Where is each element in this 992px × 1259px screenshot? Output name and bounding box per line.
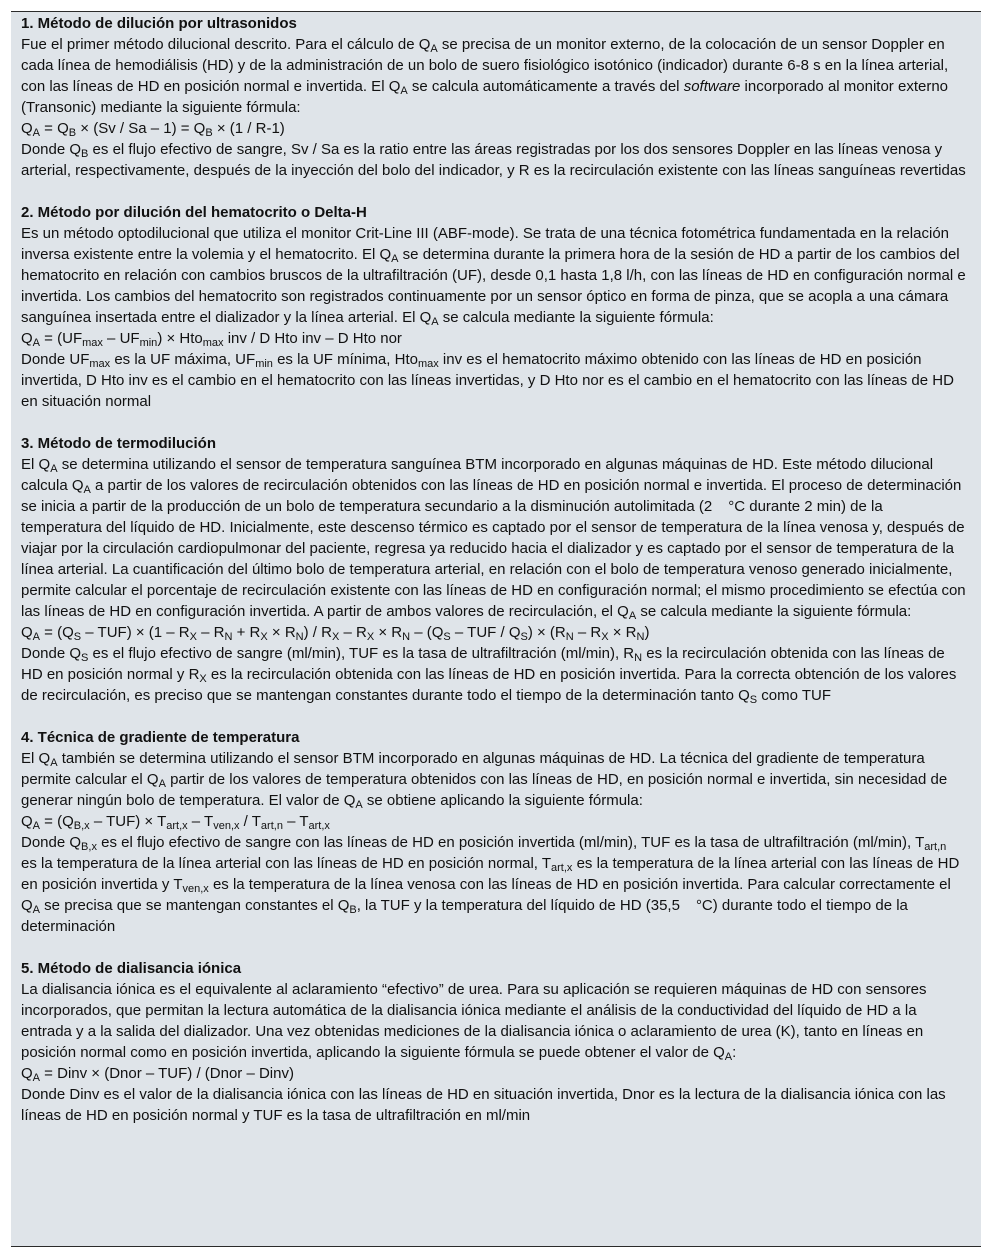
- section-intro: [21, 748, 966, 811]
- text-run: × (1 / R-1): [212, 120, 285, 137]
- methods-table: [11, 11, 981, 1247]
- text-run: ): [644, 624, 650, 641]
- text-run: incorporado al monitor externo (Transonic) mediante la siguiente fórmula:: [21, 78, 949, 116]
- text-run: – TUF) × T: [89, 813, 167, 830]
- subscript: B: [349, 904, 357, 916]
- subscript: A: [391, 253, 399, 265]
- text-run: es el flujo efectivo de sangre, Sv / Sa es la ratio entre las áreas registradas por los dos sensores Doppler en las líneas venosa y arterial, respectivamente, después de la inyección del bolo del indicador, y R es la recirculación existente con las líneas sanguíneas revertidas: [21, 141, 966, 179]
- text-run: :: [732, 1044, 737, 1061]
- text-run: es el flujo efectivo de sangre con las líneas de HD en posición invertida (ml/min), TUF es la tasa de ultrafiltración (ml/min), T: [96, 834, 925, 851]
- subscript: A: [158, 778, 166, 790]
- text-run: × R: [267, 624, 296, 641]
- text-run: ) × (R: [527, 624, 566, 641]
- text-run: °C durante 2 min) de la temperatura del líquido de HD. Inicialmente, este descenso térmico es captado por el sensor de temperatura de la línea venosa y, después de viajar por la circulación cardiopulmonar del paciente, regresa ya reducido hacia el dializador y es captado por el sensor de temperatura de la línea arterial. La cuantificación del último bolo de temperatura arterial, en relación con el bolo de temperatura venoso generado inicialmente, permite calcular el porcentaje de recirculación existente con las líneas de HD en configuración normal; el mismo procedimiento se efectúa con las líneas de HD en configuración invertida. A partir de ambos valores de recirculación, el Q: [21, 498, 966, 620]
- subscript: X: [199, 673, 207, 685]
- section-heading: 3. Método de termodilución: [21, 435, 217, 452]
- subscript: X: [189, 631, 197, 643]
- subscript: A: [355, 799, 363, 811]
- text-run: Q: [21, 624, 33, 641]
- text-run: se calcula automáticamente a través del: [407, 78, 684, 95]
- text-run: °C) durante todo el tiempo de la determinación: [21, 897, 908, 935]
- text-run: se precisa que se mantengan constantes el Q: [40, 897, 350, 914]
- text-run: ) / R: [303, 624, 332, 641]
- text-run: es la UF mínima, Hto: [272, 351, 418, 368]
- text-run: también se determina utilizando el sensor BTM incorporado en algunas máquinas de HD. La técnica del gradiente de temperatura permite calcular el Q: [21, 750, 925, 788]
- subscript: A: [32, 631, 41, 643]
- subscript: S: [73, 631, 82, 643]
- text-run: es la temperatura de la línea arterial con las líneas de HD en posición invertida y T: [21, 855, 960, 893]
- text-run: partir de los valores de temperatura obtenidos con las líneas de HD, en posición normal e invertida, sin necesidad de generar ningún bolo de temperatura. El valor de Q: [21, 771, 948, 809]
- subscript: S: [749, 694, 758, 706]
- section-formula: [21, 1063, 966, 1084]
- text-run: Fue el primer método dilucional descrito. Para el cálculo de Q: [21, 36, 431, 53]
- subscript: A: [32, 127, 41, 139]
- text-run: es el flujo efectivo de sangre (ml/min), TUF es la tasa de ultrafiltración (ml/min), R: [88, 645, 635, 662]
- text-run: La dialisancia iónica es el equivalente al aclaramiento “efectivo” de urea. Para su aplicación se requieren máquinas de HD con sensores incorporados, que permitan la lectura automática de la dialisancia iónica mediante el análisis de la conductividad del líquido de HD a la entrada y a la salida del dializador. Una vez obtenidas mediciones de la dialisancia iónica o aclaramiento de urea (K), tanto en líneas en posición normal como en posición invertida, aplicando la siguiente fórmula se puede obtener el valor de Q: [21, 981, 927, 1061]
- subscript: A: [32, 820, 41, 832]
- subscript: ven,x: [213, 820, 240, 832]
- subscript: art,x: [166, 820, 188, 832]
- section-heading: 4. Técnica de gradiente de temperatura: [21, 729, 300, 746]
- section-intro: [21, 223, 966, 328]
- subscript: X: [260, 631, 268, 643]
- text-run: – R: [196, 624, 225, 641]
- subscript: B,x: [73, 820, 90, 832]
- subscript: art,x: [308, 820, 330, 832]
- section-hematocrit-dilution: [21, 202, 966, 412]
- subscript: B: [205, 127, 213, 139]
- subscript: S: [520, 631, 528, 643]
- text-run: se calcula mediante la siguiente fórmula:: [636, 603, 912, 620]
- section-thermodilution: [21, 433, 966, 706]
- text-run: – TUF / Q: [450, 624, 521, 641]
- subscript: N: [636, 631, 645, 643]
- methods-content: [21, 13, 966, 1126]
- text-run: Q: [21, 813, 33, 830]
- text-run: × (Sv / Sa – 1) = Q: [76, 120, 206, 137]
- subscript: max: [82, 337, 103, 349]
- section-intro: [21, 979, 966, 1063]
- subscript: N: [634, 652, 643, 664]
- text-run: Q: [21, 1065, 33, 1082]
- subscript: S: [81, 652, 89, 664]
- text-run: = (Q: [40, 624, 74, 641]
- text-run: – TUF) × (1 – R: [81, 624, 190, 641]
- text-run: se calcula mediante la siguiente fórmula:: [438, 309, 714, 326]
- subscript: N: [295, 631, 304, 643]
- text-run: ) × Hto: [157, 330, 203, 347]
- section-temperature-gradient: [21, 727, 966, 937]
- text-run: El Q: [21, 456, 51, 473]
- subscript: A: [32, 1072, 41, 1084]
- italic-term: software: [683, 78, 741, 95]
- text-run: inv es el hematocrito máximo obtenido con las líneas de HD en posición invertida, D Hto inv es el cambio en el hematocrito con las líneas invertidas, y D Hto nor es el cambio en el hematocrito con las líneas de HD en situación normal: [21, 351, 954, 410]
- text-run: es la recirculación obtenida con las líneas de HD en posición invertida. Para la correcta obtención de los valores de recirculación, es preciso que se mantengan constantes durante todo el tiempo de la determinación tanto Q: [21, 666, 957, 704]
- subscript: min: [255, 358, 273, 370]
- text-run: es la recirculación obtenida con las líneas de HD en posición normal y R: [21, 645, 945, 683]
- text-run: Donde Q: [21, 834, 82, 851]
- subscript: B: [68, 127, 77, 139]
- subscript: X: [601, 631, 609, 643]
- subscript: A: [83, 484, 91, 496]
- section-intro: [21, 454, 966, 622]
- text-run: es la temperatura de la línea arterial con las líneas de HD en posición normal, T: [21, 855, 552, 872]
- text-run: como TUF: [757, 687, 832, 704]
- subscript: ven,x: [182, 883, 209, 895]
- subscript: A: [50, 757, 58, 769]
- text-run: Donde Dinv es el valor de la dialisancia iónica con las líneas de HD en situación invertida, Dnor es la lectura de la dialisancia iónica con las líneas de HD en posición normal y TUF es la tasa de ultrafiltración en ml/min: [21, 1086, 946, 1124]
- subscript: art,x: [551, 862, 573, 874]
- text-run: + R: [232, 624, 261, 641]
- subscript: A: [400, 85, 408, 97]
- text-run: – T: [282, 813, 309, 830]
- text-run: = (Q: [40, 813, 74, 830]
- text-run: , la TUF y la temperatura del líquido de HD (35,5: [356, 897, 680, 914]
- subscript: max: [202, 337, 224, 349]
- section-explanation: [21, 832, 966, 937]
- subscript: X: [366, 631, 375, 643]
- subscript: N: [402, 631, 411, 643]
- subscript: min: [139, 337, 158, 349]
- section-ionic-dialysance: [21, 958, 966, 1126]
- subscript: A: [32, 904, 41, 916]
- text-run: se obtiene aplicando la siguiente fórmula:: [362, 792, 643, 809]
- section-formula: [21, 622, 966, 643]
- text-run: se precisa de un monitor externo, de la colocación de un sensor Doppler en cada línea de hemodiálisis (HD) y de la administración de un bolo de suero fisiológico isotónico (indicador) durante 6-8 s en la línea arterial, con las líneas de HD en posición normal e invertida. El Q: [21, 36, 949, 95]
- text-run: Donde Q: [21, 141, 82, 158]
- text-run: × R: [374, 624, 403, 641]
- text-run: es la UF máxima, UF: [110, 351, 256, 368]
- text-run: Donde UF: [21, 351, 90, 368]
- subscript: N: [224, 631, 233, 643]
- section-intro: [21, 34, 966, 118]
- subscript: A: [32, 337, 41, 349]
- section-explanation: [21, 139, 966, 181]
- section-formula: [21, 118, 966, 139]
- text-run: Donde Q: [21, 645, 82, 662]
- subscript: max: [417, 358, 439, 370]
- subscript: art,n: [924, 841, 947, 853]
- text-run: = Q: [40, 120, 69, 137]
- subscript: B,x: [81, 841, 97, 853]
- text-run: × R: [608, 624, 637, 641]
- section-formula: [21, 811, 966, 832]
- subscript: A: [430, 43, 438, 55]
- text-run: – R: [339, 624, 367, 641]
- text-run: = (UF: [40, 330, 83, 347]
- section-heading: 5. Método de dialisancia iónica: [21, 960, 242, 977]
- subscript: A: [431, 316, 439, 328]
- text-run: se determina utilizando el sensor de temperatura sanguínea BTM incorporado en algunas máquinas de HD. Este método dilucional calcula Q: [21, 456, 934, 494]
- subscript: A: [50, 463, 58, 475]
- text-run: es la temperatura de la línea venosa con las líneas de HD en posición invertida. Para calcular correctamente el Q: [21, 876, 951, 914]
- subscript: B: [81, 148, 89, 160]
- subscript: S: [443, 631, 451, 643]
- section-explanation: [21, 349, 966, 412]
- section-explanation: [21, 643, 966, 706]
- text-run: Q: [21, 120, 33, 137]
- text-run: Q: [21, 330, 33, 347]
- text-run: – R: [573, 624, 602, 641]
- text-run: a partir de los valores de recirculación obtenidos con las líneas de HD en posición normal e invertida. El proceso de determinación se inicia a partir de la producción de un bolo de temperatura secundario a la disminución autolimitada (2: [21, 477, 962, 515]
- text-run: – UF: [102, 330, 140, 347]
- section-heading: 2. Método por dilución del hematocrito o Delta-H: [21, 204, 367, 221]
- text-run: El Q: [21, 750, 51, 767]
- subscript: max: [89, 358, 111, 370]
- text-run: – (Q: [410, 624, 444, 641]
- text-run: – T: [187, 813, 214, 830]
- text-run: = Dinv × (Dnor – TUF) / (Dnor – Dinv): [40, 1065, 294, 1082]
- subscript: N: [565, 631, 574, 643]
- section-formula: [21, 328, 966, 349]
- text-run: / T: [239, 813, 261, 830]
- text-run: Es un método optodilucional que utiliza el monitor Crit-Line III (ABF-mode). Se trata de una técnica fotométrica fundamentada en la relación inversa existente entre la volemia y el hematocrito. El Q: [21, 225, 950, 263]
- section-ultrasound-dilution: [21, 13, 966, 181]
- section-explanation: [21, 1084, 966, 1126]
- subscript: A: [724, 1051, 733, 1063]
- section-heading: 1. Método de dilución por ultrasonidos: [21, 15, 297, 32]
- text-run: inv / D Hto inv – D Hto nor: [223, 330, 402, 347]
- subscript: A: [628, 610, 637, 622]
- subscript: art,n: [260, 820, 283, 832]
- text-run: se determina durante la primera hora de la sesión de HD a partir de los cambios del hematocrito en relación con cambios bruscos de la ultrafiltración (UF), desde 0,1 hasta 1,8 l/h, con las líneas de HD en configuración normal e invertida. Los cambios del hematocrito son registrados continuamente por un sensor óptico en forma de pinza, que se acopla a una cámara sanguínea insertada entre el dializador y la línea arterial. El Q: [21, 246, 966, 326]
- subscript: X: [331, 631, 340, 643]
